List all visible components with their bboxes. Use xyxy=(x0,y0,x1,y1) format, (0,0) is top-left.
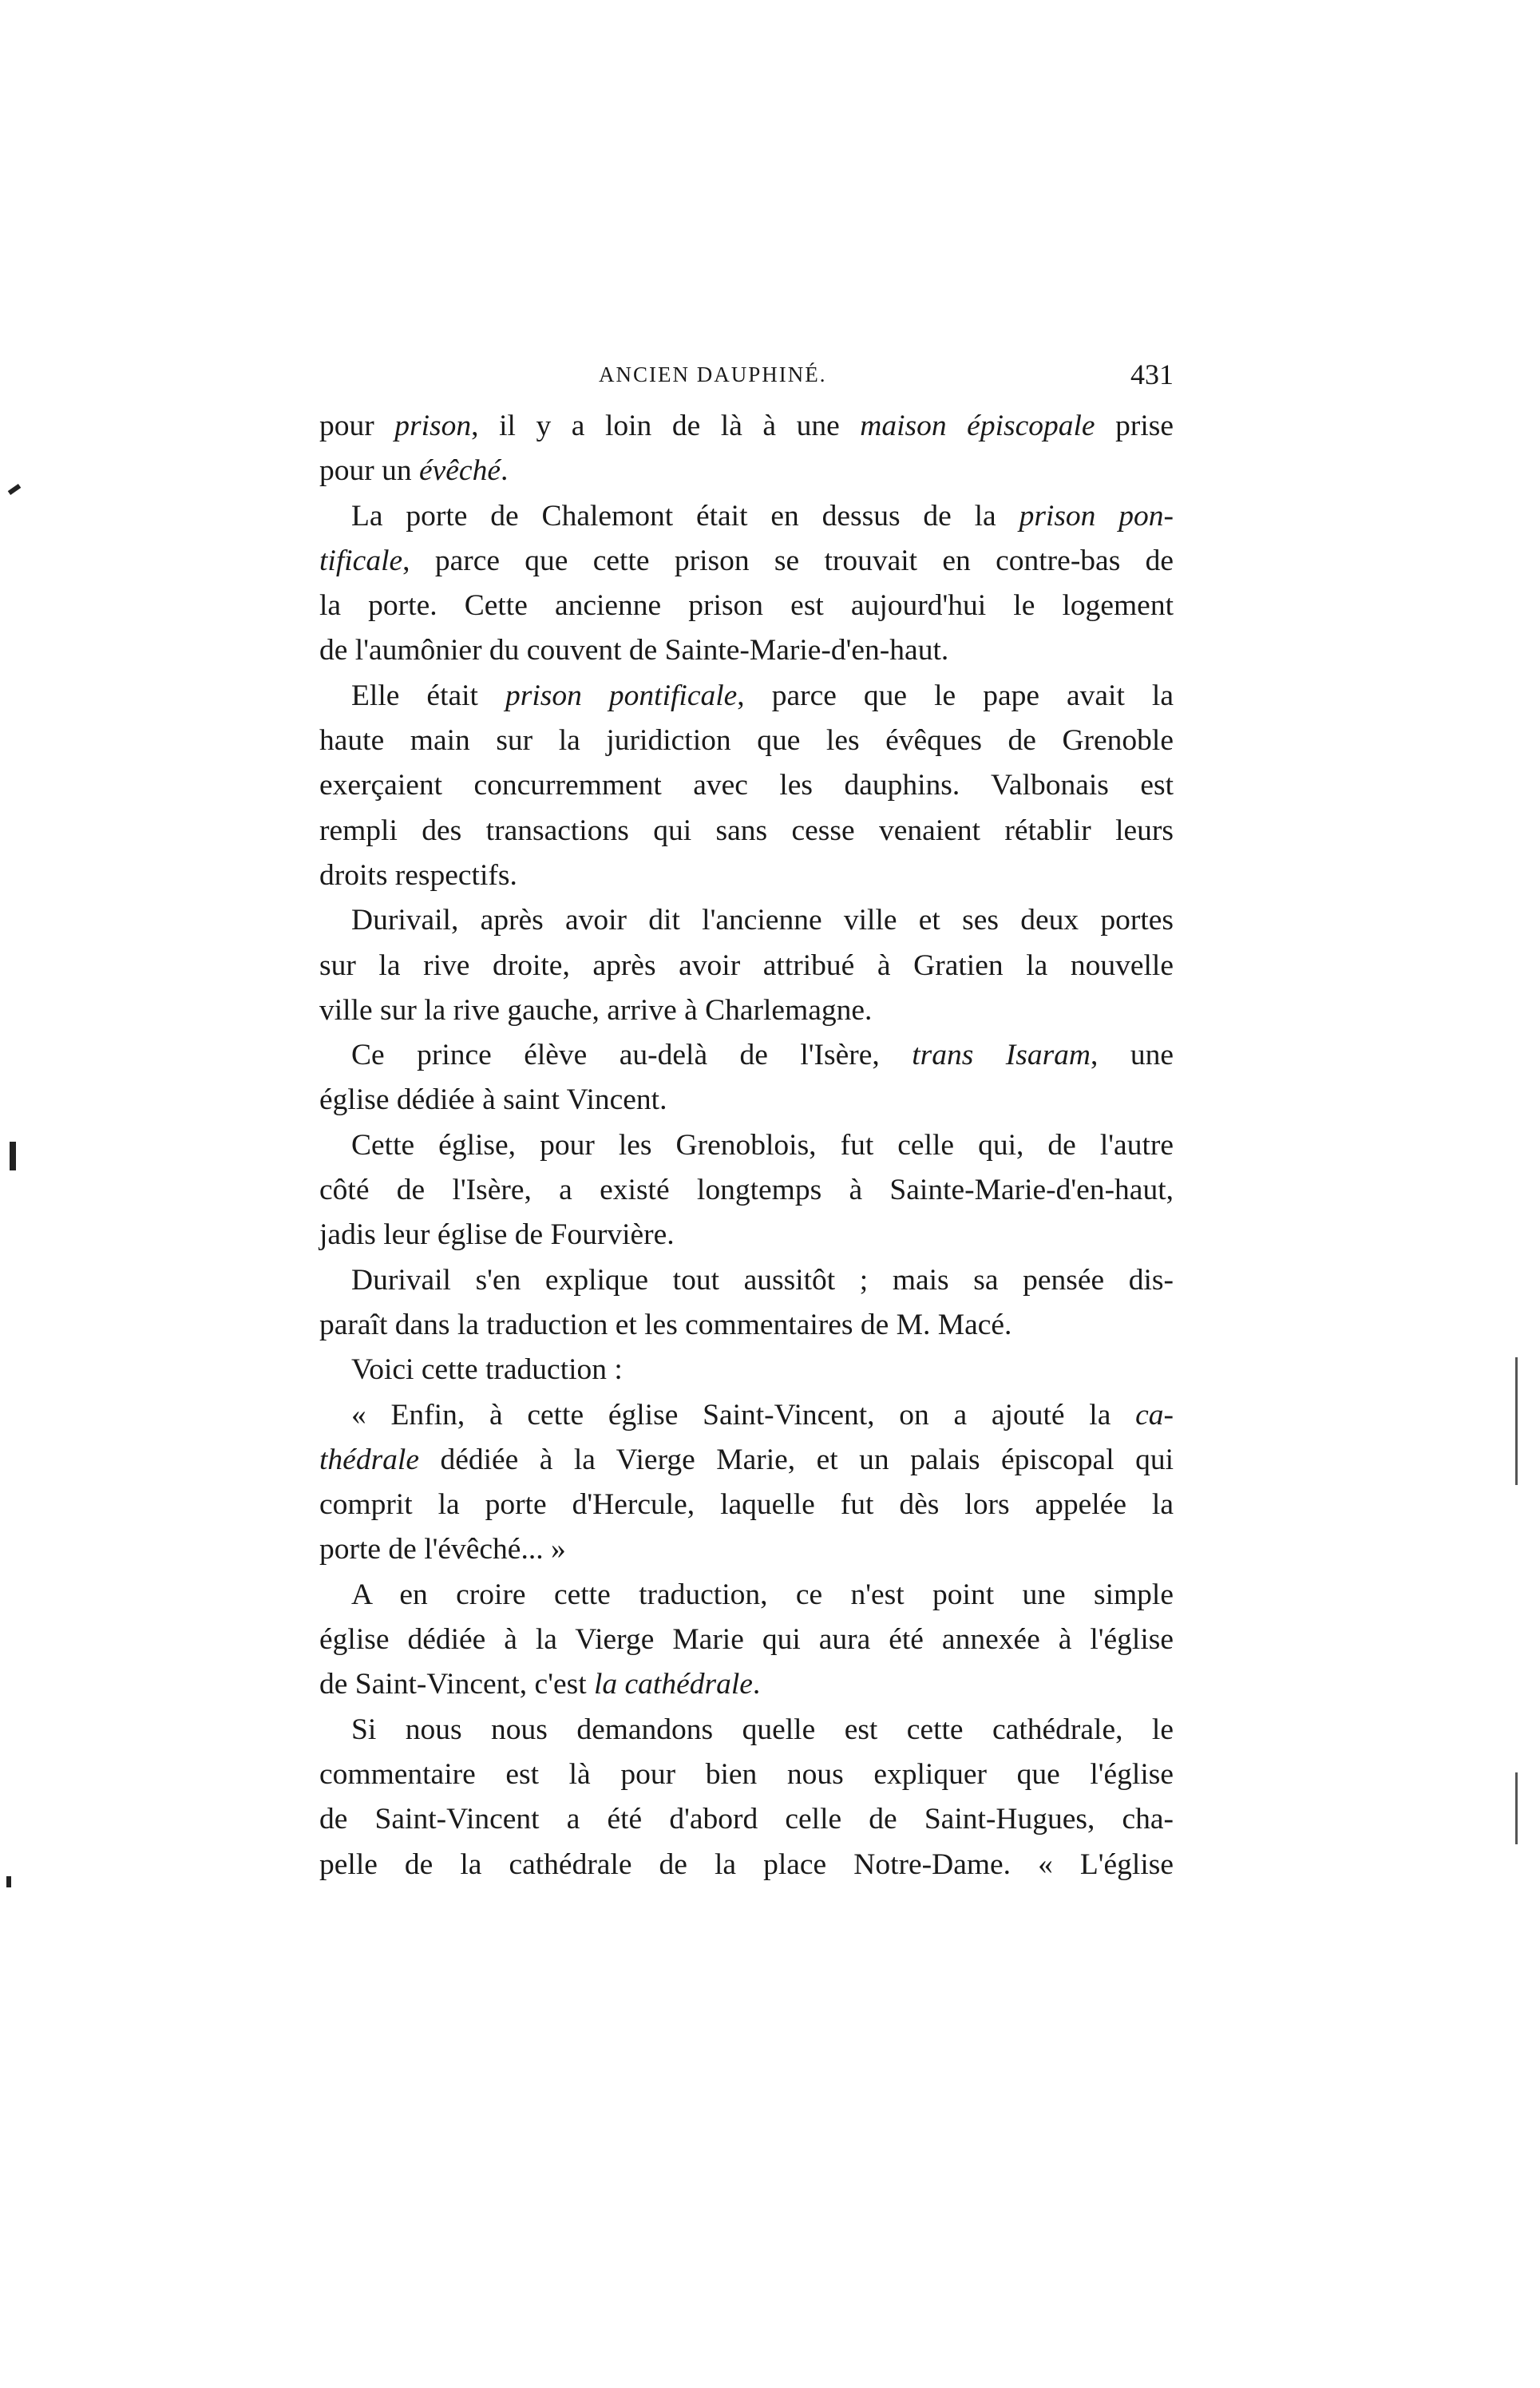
text-line xyxy=(319,628,1174,673)
scan-artifact xyxy=(1515,1357,1518,1485)
text-run: Durivail, après avoir dit l'ancienne ville et ses deux portes xyxy=(351,904,1174,937)
body-text xyxy=(319,404,1174,1887)
text-run: droits respectifs. xyxy=(319,858,517,892)
text-line xyxy=(319,1213,1174,1257)
running-title: ANCIEN DAUPHINÉ. xyxy=(599,362,827,386)
text-run: de Saint-Vincent a été d'abord celle de Saint-Hugues, cha- xyxy=(319,1803,1174,1836)
text-line xyxy=(319,449,1174,493)
text-run: Voici cette traduction : xyxy=(351,1353,623,1387)
text-run: prise xyxy=(1095,410,1174,442)
text-run: La porte de Chalemont était en dessus de la xyxy=(351,499,1019,533)
text-line xyxy=(319,988,1174,1033)
text-run: Si nous nous demandons quelle est cette cathédrale, le xyxy=(351,1713,1174,1746)
text-line xyxy=(319,944,1174,988)
text-line xyxy=(319,494,1174,539)
text-line xyxy=(319,719,1174,763)
page-header xyxy=(319,358,1174,398)
text-line xyxy=(319,1168,1174,1213)
text-line xyxy=(319,1393,1174,1438)
text-run: commentaire est là pour bien nous expliquer que l'église xyxy=(319,1757,1174,1791)
italic-text: thédrale xyxy=(319,1443,419,1476)
text-line xyxy=(319,1078,1174,1123)
italic-text: prison pontificale xyxy=(505,679,738,712)
text-line xyxy=(319,1618,1174,1662)
text-run: pour un xyxy=(319,454,419,488)
text-run: ville sur la rive gauche, arrive à Charlemagne. xyxy=(319,993,873,1027)
scan-artifact xyxy=(10,1142,16,1170)
scan-artifact xyxy=(6,1876,11,1887)
text-run: Durivail s'en explique tout aussitôt ; mais sa pensée dis- xyxy=(351,1263,1174,1297)
italic-text: ca- xyxy=(1135,1398,1174,1432)
text-line xyxy=(319,1662,1174,1707)
text-line xyxy=(319,1797,1174,1842)
text-run: , il y a loin de là à une xyxy=(471,410,861,442)
text-run: . xyxy=(752,1668,761,1701)
text-run: Elle était xyxy=(351,679,506,712)
scan-artifact xyxy=(8,484,22,495)
italic-text: trans Isaram xyxy=(912,1039,1091,1072)
italic-text: maison épiscopale xyxy=(860,410,1095,442)
text-line xyxy=(319,584,1174,628)
text-line xyxy=(319,1258,1174,1303)
text-line xyxy=(319,1752,1174,1797)
text-run: jadis leur église de Fourvière. xyxy=(319,1218,675,1252)
text-line xyxy=(319,539,1174,584)
italic-text: tificale xyxy=(319,544,403,577)
text-line xyxy=(319,1573,1174,1618)
text-run: . xyxy=(500,454,509,488)
text-run: porte de l'évêché... » xyxy=(319,1533,566,1566)
page-number: 431 xyxy=(1130,358,1174,390)
text-run: , parce que cette prison se trouvait en contre-bas de xyxy=(402,544,1174,577)
text-line xyxy=(319,674,1174,719)
text-run: église dédiée à saint Vincent. xyxy=(319,1083,667,1117)
text-run: sur la rive droite, après avoir attribué à Gratien la nouvelle xyxy=(319,948,1174,982)
text-run: A en croire cette traduction, ce n'est point une simple xyxy=(351,1578,1174,1611)
text-line xyxy=(319,1438,1174,1483)
italic-text: évêché xyxy=(419,454,501,488)
italic-text: la cathédrale xyxy=(593,1668,753,1701)
text-line xyxy=(319,1123,1174,1168)
text-line xyxy=(319,1348,1174,1392)
text-run: exerçaient concurremment avec les dauphins. Valbonais est xyxy=(319,769,1174,802)
text-run: de l'aumônier du couvent de Sainte-Marie-d'en-haut. xyxy=(319,634,949,667)
text-line xyxy=(319,763,1174,808)
text-run: , parce que le pape avait la xyxy=(737,679,1174,712)
text-line xyxy=(319,809,1174,853)
text-line xyxy=(319,1483,1174,1527)
text-run: côté de l'Isère, a existé longtemps à Sainte-Marie-d'en-haut, xyxy=(319,1174,1174,1207)
text-run: pelle de la cathédrale de la place Notre-Dame. « L'église xyxy=(319,1847,1174,1881)
text-run: Ce prince élève au-delà de l'Isère, xyxy=(351,1039,913,1072)
italic-text: prison pon- xyxy=(1019,499,1174,533)
text-line xyxy=(319,853,1174,898)
text-run: pour xyxy=(319,410,395,442)
text-line xyxy=(319,404,1174,449)
text-run: la porte. Cette ancienne prison est aujourd'hui le logement xyxy=(319,589,1174,623)
text-run: « Enfin, à cette église Saint-Vincent, on a ajouté la xyxy=(351,1398,1136,1432)
text-run: paraît dans la traduction et les commentaires de M. Macé. xyxy=(319,1308,1012,1341)
text-line xyxy=(319,1708,1174,1752)
text-line xyxy=(319,1527,1174,1572)
text-run: , une xyxy=(1091,1039,1174,1072)
italic-text: prison xyxy=(394,410,472,442)
text-run: Cette église, pour les Grenoblois, fut celle qui, de l'autre xyxy=(351,1128,1174,1162)
text-run: haute main sur la juridiction que les évêques de Grenoble xyxy=(319,724,1174,758)
text-line xyxy=(319,898,1174,943)
scan-artifact xyxy=(1515,1772,1518,1844)
text-run: dédiée à la Vierge Marie, et un palais épiscopal qui xyxy=(418,1443,1174,1476)
text-line xyxy=(319,1033,1174,1078)
text-line xyxy=(319,1843,1174,1887)
text-run: église dédiée à la Vierge Marie qui aura été annexée à l'église xyxy=(319,1623,1174,1657)
text-run: rempli des transactions qui sans cesse venaient rétablir leurs xyxy=(319,814,1174,847)
text-line xyxy=(319,1303,1174,1348)
text-run: comprit la porte d'Hercule, laquelle fut dès lors appelée la xyxy=(319,1488,1174,1522)
text-run: de Saint-Vincent, c'est xyxy=(319,1668,594,1701)
